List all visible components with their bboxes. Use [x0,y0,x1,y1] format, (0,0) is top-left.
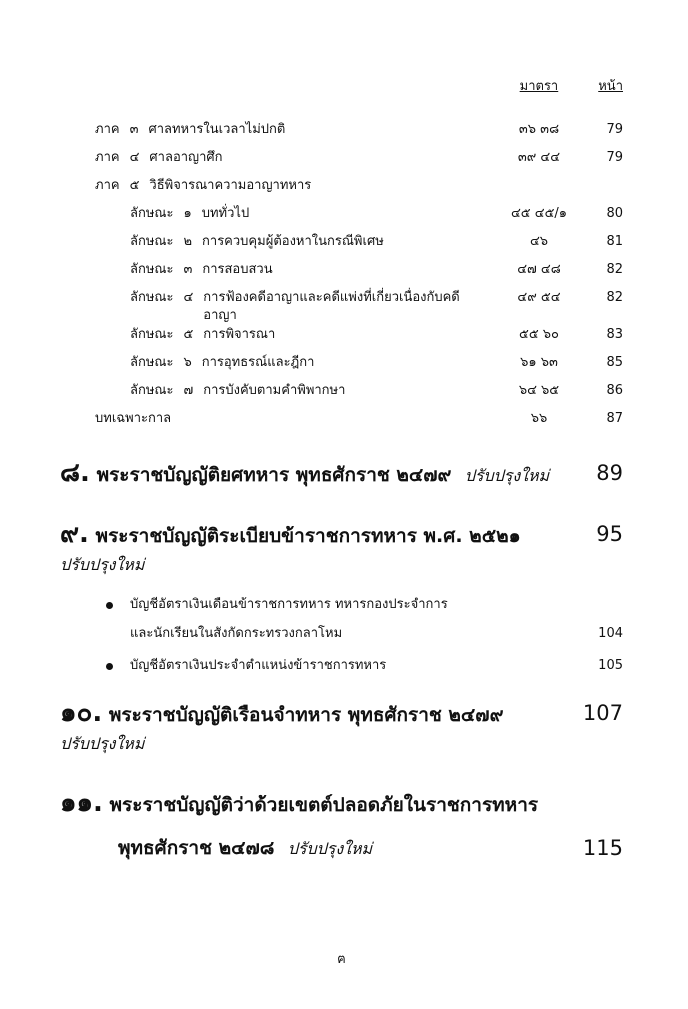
toc-entry[interactable] [60,120,623,148]
entry-page: 85 [606,355,623,370]
entry-number: ๑ [183,206,192,221]
chapter-10-title: ๑๐. พระราชบัญญัติเรือนจำทหาร พุทธศักราช ๒๔๗๙ ปรับปรุงใหม่ [60,698,504,753]
entry-prefix: ลักษณะ [130,234,174,249]
entry-title: บททั่วไป [201,206,250,221]
entry-page: 79 [606,150,623,165]
entry-number: ๒ [183,234,193,249]
bullet-item-1[interactable] [106,596,623,643]
entry-title: การควบคุมผู้ต้องหาในกรณีพิเศษ [202,234,384,249]
bullet-item-1-line2: และนักเรียนในสังกัดกระทรวงกลาโหม [130,626,343,641]
entry-page: 82 [606,290,623,305]
bullet-icon [106,663,113,670]
entry-prefix: ภาค [95,178,120,193]
entry-number: ๗ [183,383,194,398]
entry-page: 80 [606,206,623,221]
entry-sections: ๖๑ ๖๓ [520,355,558,370]
toc-entry[interactable] [60,409,623,437]
entry-page: 86 [606,383,623,398]
column-headers [60,78,623,96]
chapter-11-page: 115 [582,836,623,860]
chapter-10-page: 107 [582,701,623,725]
toc-entry[interactable] [60,232,623,260]
chapter-11[interactable] [60,789,623,819]
entry-prefix: ลักษณะ [130,262,174,277]
entry-sections: ๔๕ ๔๕/๑ [510,206,568,221]
entry-title: วิธีพิจารณาความอาญาทหาร [149,178,312,193]
toc-entry[interactable] [60,260,623,288]
entry-sections: ๖๔ ๖๕ [518,383,560,398]
chapter-8-page: 89 [596,461,623,485]
entry-title: การอุทธรณ์และฎีกา [201,355,315,370]
page-footer [60,951,623,969]
entry-number: ๔ [183,290,194,305]
toc-entry[interactable] [60,148,623,176]
entry-page: 83 [606,327,623,342]
toc-entry[interactable] [60,381,623,409]
entry-sections: ๔๗ ๔๘ [517,262,561,277]
entry-sections: ๖๖ [530,411,548,426]
entry-sections: ๕๕ ๖๐ [519,327,559,342]
entry-title: การฟ้องคดีอาญาและคดีแพ่งที่เกี่ยวเนื่องกับคดีอาญา [203,290,460,323]
entry-number: ๕ [129,178,140,193]
entry-number: ๕ [183,327,194,342]
entry-prefix: ภาค [95,122,120,137]
chapter-9-page: 95 [596,522,623,546]
entry-title: ศาลทหารในเวลาไม่ปกติ [148,122,286,137]
entry-title: บทเฉพาะกาล [95,411,172,426]
bullet-item-2-page: 105 [598,658,623,673]
chapter-9-title: ๙. พระราชบัญญัติระเบียบข้าราชการทหาร พ.ศ. ๒๕๒๑ ปรับปรุงใหม่ [60,519,521,574]
entry-page: 82 [606,262,623,277]
entry-page: 79 [606,122,623,137]
entry-number: ๓ [129,122,139,137]
page-column-header: หน้า [598,79,623,94]
chapter-10[interactable] [60,699,623,758]
entry-page: 87 [606,411,623,426]
chapter-8[interactable] [60,459,623,490]
entry-sections: ๓๙ ๔๔ [517,150,561,165]
toc-entry[interactable] [60,204,623,232]
entry-sections: ๔๙ ๕๔ [517,290,561,305]
chapter-11-title: ๑๑. พระราชบัญญัติว่าด้วยเขตต์ปลอดภัยในราชการทหาร [60,788,539,818]
entry-page: 81 [606,234,623,249]
bullet-item-1-line1: บัญชีอัตราเงินเดือนข้าราชการทหาร ทหารกองประจำการ [130,597,448,612]
entry-prefix: ลักษณะ [130,290,174,305]
entry-number: ๔ [129,150,140,165]
entry-prefix: ภาค [95,150,120,165]
bullet-icon [106,602,113,609]
toc-entry[interactable] [60,288,623,325]
toc-entry[interactable] [60,176,623,204]
entry-prefix: ลักษณะ [130,327,174,342]
entry-sections: ๓๖ ๓๘ [518,122,560,137]
bullet-item-2-text: บัญชีอัตราเงินประจำตำแหน่งข้าราชการทหาร [130,658,387,673]
entry-title: การบังคับตามคำพิพากษา [203,383,346,398]
toc-entries [60,120,623,437]
entry-title: การพิจารณา [203,327,276,342]
bullet-item-2[interactable] [106,657,623,675]
entry-title: ศาลอาญาศึก [149,150,223,165]
entry-sections: ๔๖ [529,234,549,249]
section-column-header: มาตรา [519,79,559,94]
entry-prefix: ลักษณะ [130,206,174,221]
entry-prefix: ลักษณะ [130,355,174,370]
page-marker: ฅ [337,952,346,967]
entry-prefix: ลักษณะ [130,383,174,398]
entry-title: การสอบสวน [202,262,273,277]
chapter-8-title: ๘. พระราชบัญญัติยศทหาร พุทธศักราช ๒๔๗๙ ปรับปรุงใหม่ [60,458,550,488]
entry-number: ๓ [183,262,193,277]
toc-entry[interactable] [60,325,623,353]
bullet-item-1-page: 104 [598,626,623,641]
chapter-9[interactable] [60,520,623,579]
chapter-11-line2[interactable] [60,834,623,863]
chapter-11-title-line2: พุทธศักราช ๒๔๗๘ ปรับปรุงใหม่ [118,837,373,859]
toc-entry[interactable] [60,353,623,381]
entry-number: ๖ [183,355,192,370]
